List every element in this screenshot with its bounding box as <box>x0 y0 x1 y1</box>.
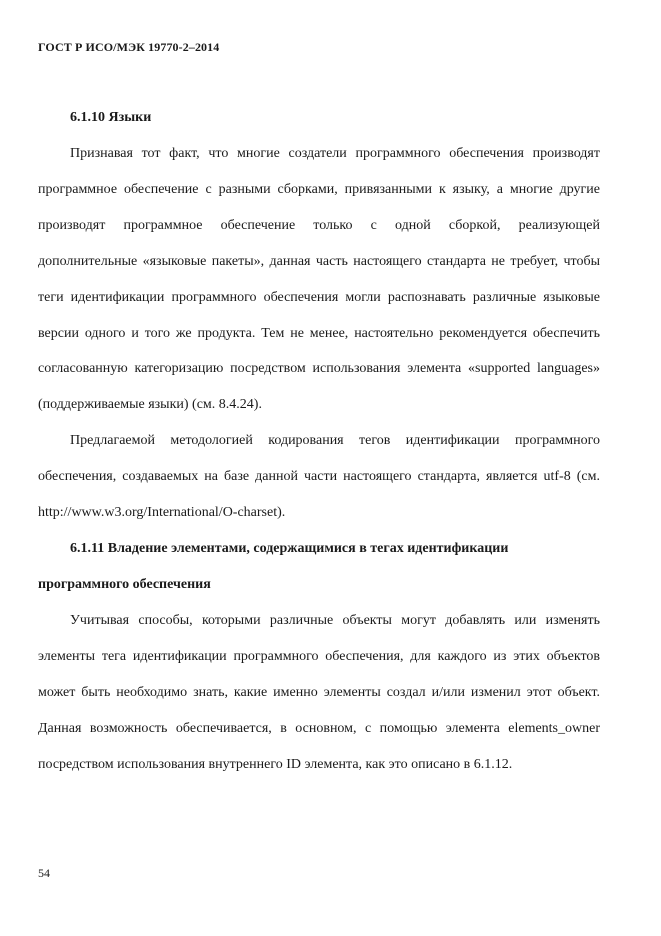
section-heading-6-1-10: 6.1.10 Языки <box>70 110 152 125</box>
page-number: 54 <box>38 866 50 880</box>
section-heading-6-1-11: 6.1.11 Владение элементами, содержащимися в тегах идентификации программного обеспечения <box>38 540 509 592</box>
paragraph-languages-1: Признавая тот факт, что многие создатели программного обеспечения производят программное обеспечение с разными сборками, привязанными к языку, а многие другие производят программное обеспечение только с одной сборкой, реализующей дополнительные «языковые пакеты», данная часть настоящего стандарта не требует, чтобы теги идентификации программного обеспечения могли распознавать различные языковые версии одного и того же продукта. Тем не менее, настоятельно рекомендуется обеспечить согласованную категоризацию посредством использования элемента «supported languages» (поддерживаемые языки) (см. 8.4.24). <box>38 146 600 413</box>
document-body <box>38 100 600 783</box>
paragraph-ownership-1: Учитывая способы, которыми различные объекты могут добавлять или изменять элементы тега идентификации программного обеспечения, для каждого из этих объектов может быть необходимо знать, какие именно элементы создал и/или изменил этот объект. Данная возможность обеспечивается, в основном, с помощью элемента elements_owner посредством использования внутреннего ID элемента, как это описано в 6.1.12. <box>38 612 600 772</box>
document-header: ГОСТ Р ИСО/МЭК 19770-2–2014 <box>38 40 220 54</box>
paragraph-languages-2: Предлагаемой методологией кодирования тегов идентификации программного обеспечения, создаваемых на базе данной части настоящего стандарта, является utf-8 (см. http://www.w3.org/International/O-charset). <box>38 433 600 521</box>
